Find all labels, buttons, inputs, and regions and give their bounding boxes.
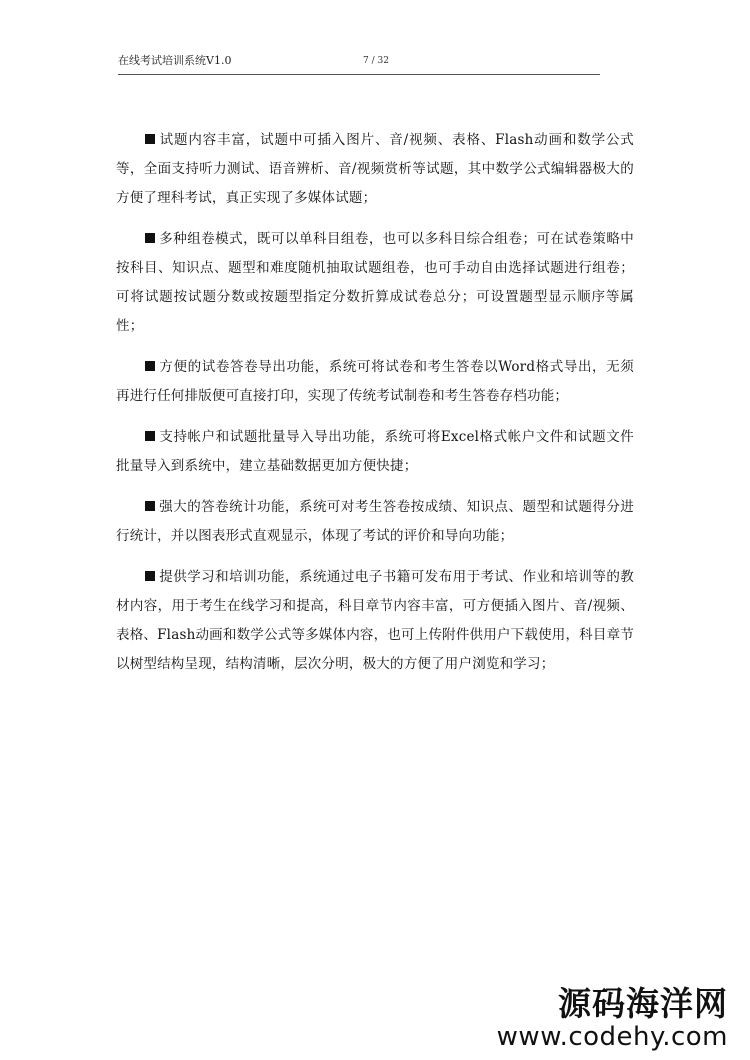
paragraph-text: 支持帐户和试题批量导入导出功能，系统可将Excel格式帐户文件和试题文件批量导入到系统中，建立基础数据更加方便快捷； xyxy=(116,429,634,474)
document-body xyxy=(116,126,634,691)
paragraph-text: 试题内容丰富，试题中可插入图片、音/视频、表格、Flash动画和数学公式等，全面支持听力测试、语音辨析、音/视频赏析等试题，其中数学公式编辑器极大的方便了理科考试，真正实现了多媒体试题； xyxy=(116,132,634,206)
bullet-square-icon xyxy=(145,134,155,144)
paragraph-question-content xyxy=(116,126,634,213)
paragraph-text: 强大的答卷统计功能，系统可对考生答卷按成绩、知识点、题型和试题得分进行统计，并以图表形式直观显示，体现了考试的评价和导向功能； xyxy=(116,499,634,544)
paragraph-text: 提供学习和培训功能，系统通过电子书籍可发布用于考试、作业和培训等的教材内容，用于考生在线学习和提高，科目章节内容丰富，可方便插入图片、音/视频、表格、Flash动画和数学公式等多媒体内容，也可上传附件供用户下载使用，科目章节以树型结构呈现，结构清晰，层次分明，极大的方便了用户浏览和学习； xyxy=(116,569,634,672)
bullet-square-icon xyxy=(145,571,155,581)
page-number: 7 / 32 xyxy=(363,56,389,66)
bullet-square-icon xyxy=(145,501,155,511)
paragraph-text: 方便的试卷答卷导出功能，系统可将试卷和考生答卷以Word格式导出，无须再进行任何排版便可直接打印，实现了传统考试制卷和考生答卷存档功能； xyxy=(116,359,634,404)
bullet-square-icon xyxy=(145,431,155,441)
site-watermark xyxy=(496,984,728,1052)
document-title: 在线考试培训系统V1.0 xyxy=(118,54,232,67)
page-header xyxy=(118,54,600,75)
bullet-square-icon xyxy=(145,233,155,243)
paragraph-export xyxy=(116,353,634,411)
paragraph-paper-composition xyxy=(116,225,634,341)
bullet-square-icon xyxy=(145,361,155,371)
paragraph-learning xyxy=(116,563,634,679)
paragraph-statistics xyxy=(116,493,634,551)
paragraph-batch-import xyxy=(116,423,634,481)
watermark-site-name: 源码海洋网 xyxy=(558,984,728,1023)
paragraph-text: 多种组卷模式，既可以单科目组卷，也可以多科目综合组卷；可在试卷策略中按科目、知识点、题型和难度随机抽取试题组卷，也可手动自由选择试题进行组卷；可将试题按试题分数或按题型指定分数折算成试卷总分；可设置题型显示顺序等属性； xyxy=(116,231,634,334)
watermark-url: www.codehy.com xyxy=(496,1022,728,1052)
